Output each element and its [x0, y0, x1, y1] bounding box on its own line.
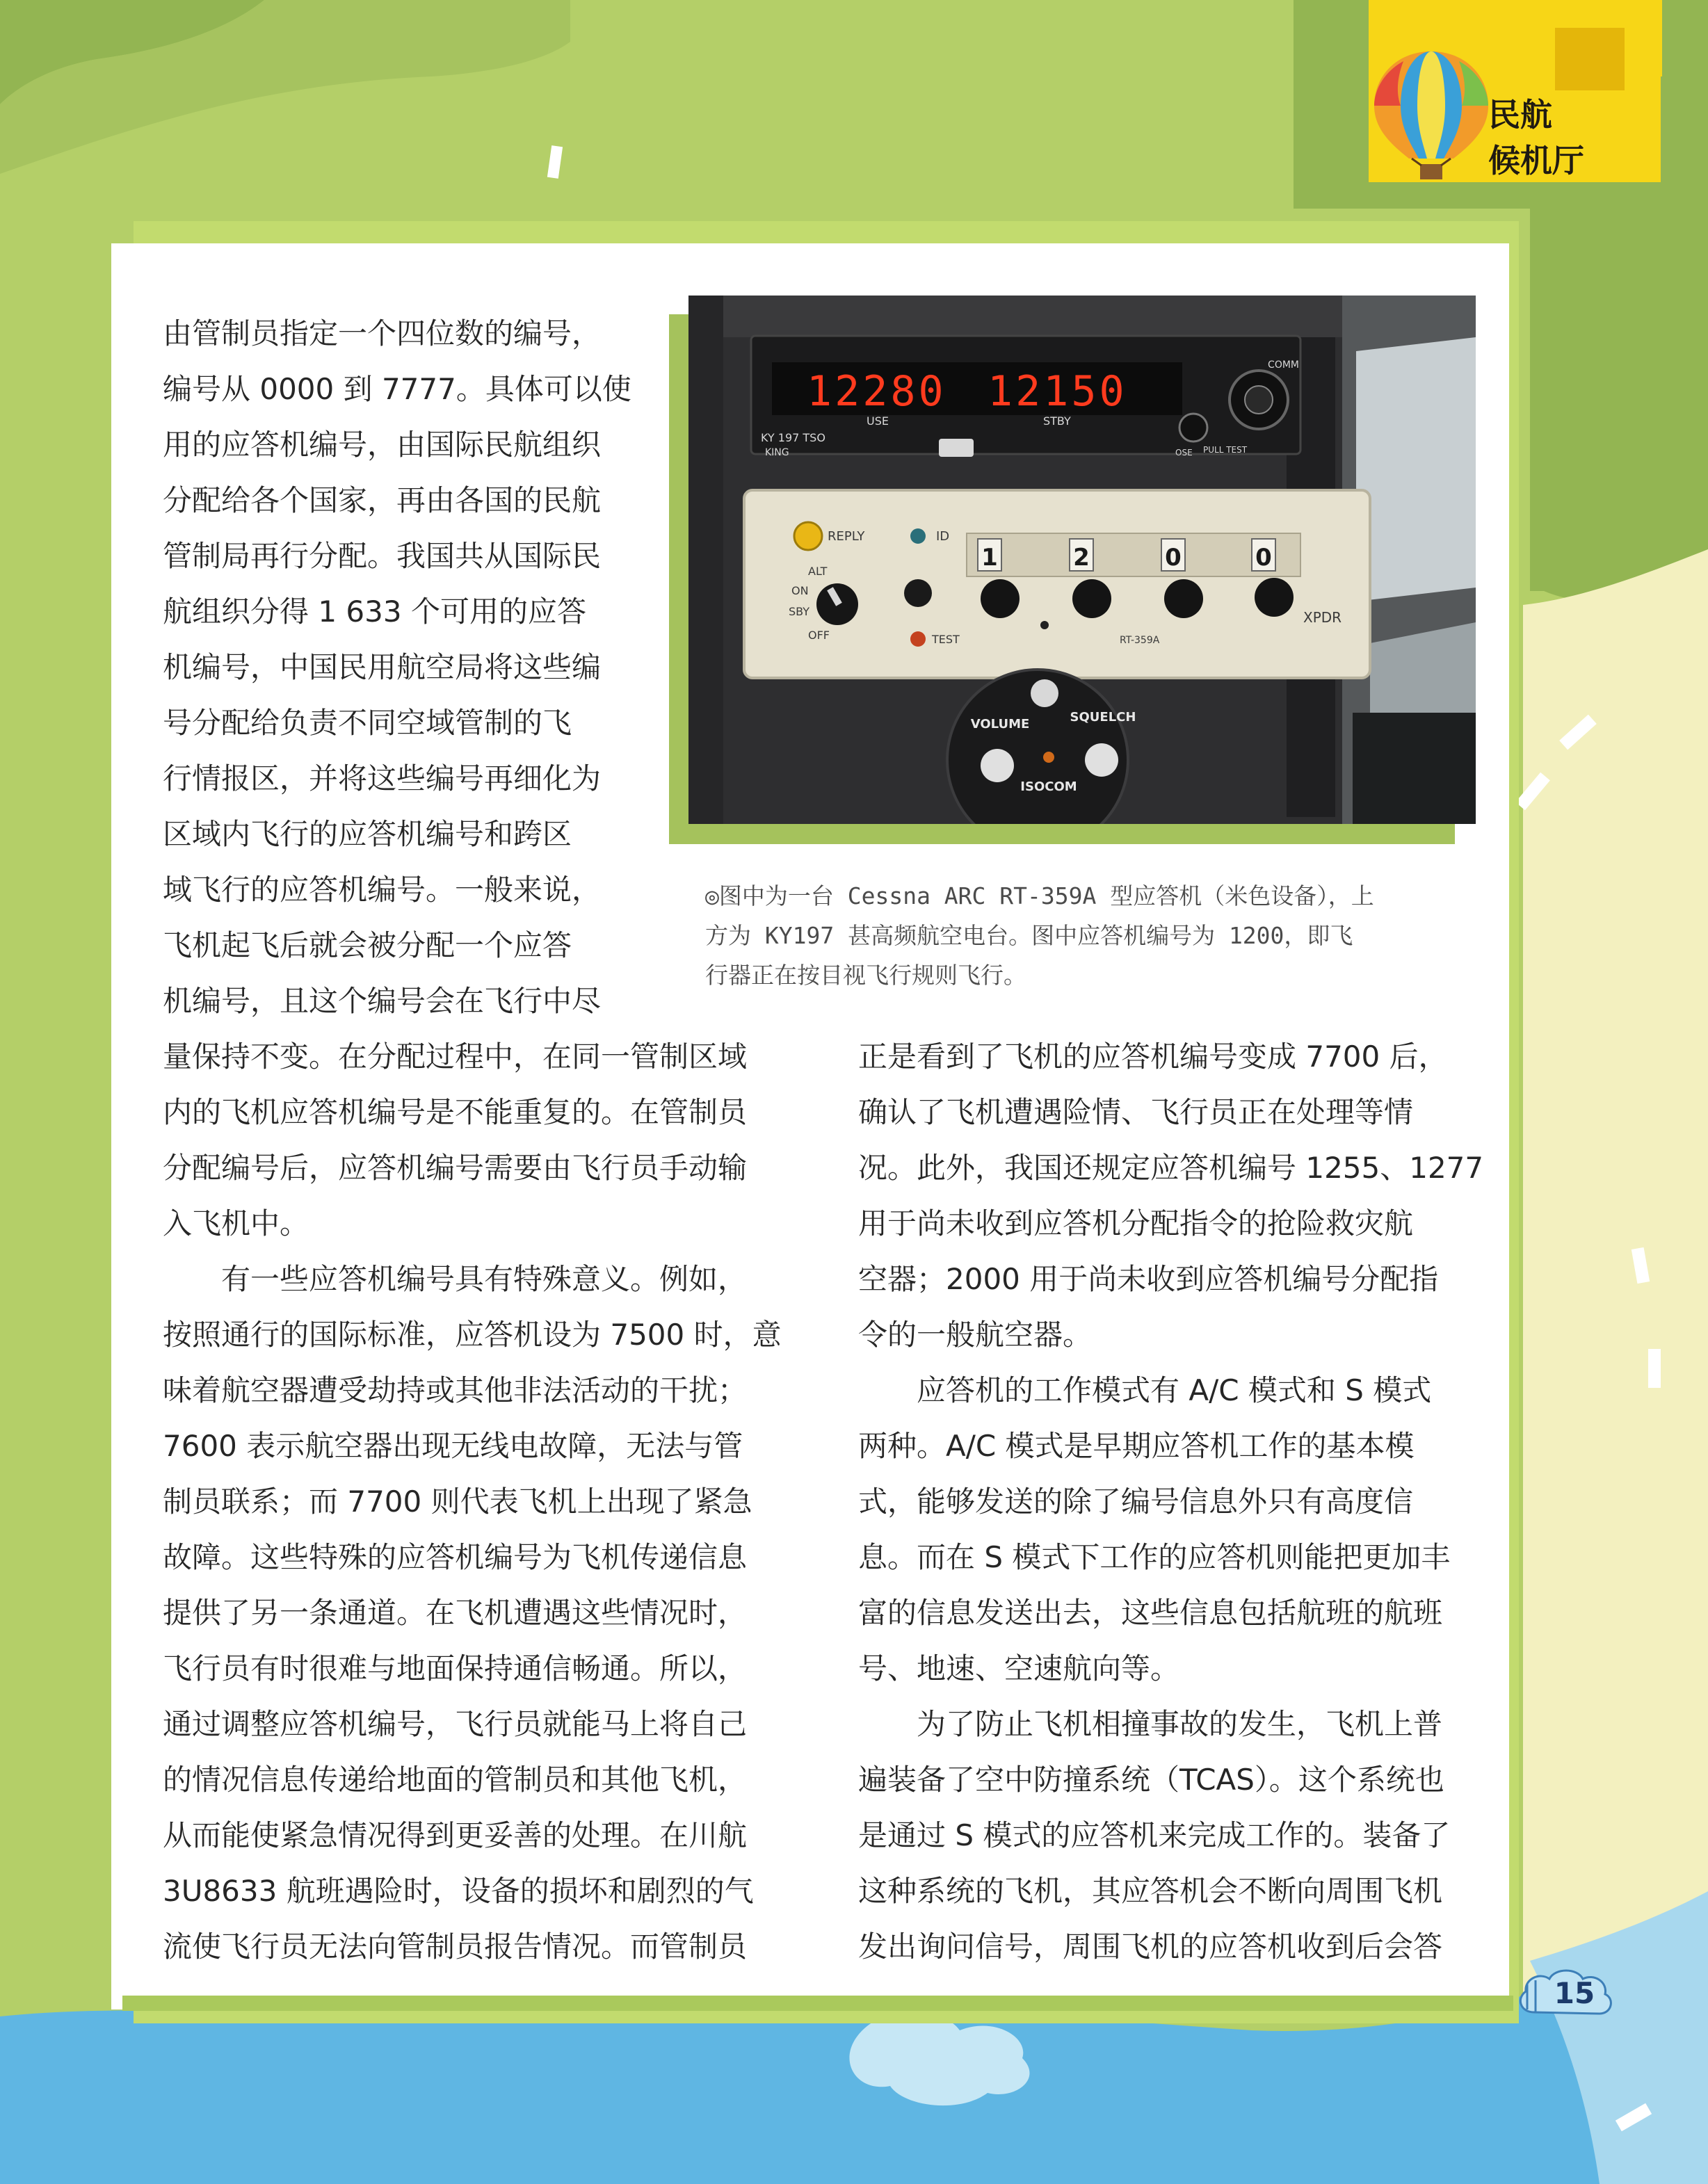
text-line: 入飞机中。 [163, 1206, 309, 1240]
photo-caption [705, 876, 1456, 995]
text-line: 量保持不变。在分配过程中，在同一管制区域 [163, 1040, 748, 1074]
text-line: 况。此外，我国还规定应答机编号 1255、1277 [858, 1151, 1484, 1185]
xpdr-digit: 2 [1073, 544, 1090, 572]
transponder-photo [688, 296, 1476, 824]
text-line: 内的飞机应答机编号是不能重复的。在管制员 [163, 1095, 748, 1129]
radio-pull-test-knob [1179, 414, 1207, 442]
isocom-logo [1031, 679, 1058, 707]
xpdr-digit: 0 [1165, 544, 1182, 572]
xpdr-off-label: OFF [808, 629, 830, 642]
text-line: 为了防止飞机相撞事故的发生，飞机上普 [858, 1707, 1443, 1741]
isocom-squelch-knob [1085, 743, 1118, 777]
radio-switch [939, 439, 974, 457]
radio-use-freq: 12280 [807, 367, 946, 416]
text-line: 7600 表示航空器出现无线电故障，无法与管 [163, 1429, 743, 1463]
transponder-unit [744, 490, 1370, 678]
text-line: 制员联系；而 7700 则代表飞机上出现了紧急 [163, 1485, 752, 1519]
xpdr-id-light [910, 528, 926, 544]
caption-line: 行器正在按目视飞行规则飞行。 [705, 962, 1026, 989]
xpdr-test-light [910, 631, 926, 647]
xpdr-code-knob [981, 579, 1020, 618]
text-line: 分配编号后，应答机编号需要由飞行员手动输 [163, 1151, 748, 1185]
section-label [1488, 92, 1641, 184]
caption-line: ◎图中为一台 Cessna ARC RT-359A 型应答机（米色设备），上 [705, 882, 1374, 909]
text-line: 正是看到了飞机的应答机编号变成 7700 后， [858, 1040, 1448, 1074]
text-line: 息。而在 S 模式下工作的应答机则能把更加丰 [858, 1540, 1451, 1574]
badge-bar [1530, 0, 1555, 76]
text-line: 号、地速、空速航向等。 [858, 1651, 1180, 1685]
isocom-volume-knob [981, 749, 1014, 782]
text-line: 应答机的工作模式有 A/C 模式和 S 模式 [858, 1373, 1432, 1407]
text-line: 富的信息发送出去，这些信息包括航班的航班 [858, 1596, 1443, 1630]
text-line: 区域内飞行的应答机编号和跨区 [163, 817, 572, 851]
xpdr-digit: 1 [981, 544, 998, 572]
text-line: 用的应答机编号，由国际民航组织 [163, 428, 602, 462]
xpdr-digit: 0 [1255, 544, 1272, 572]
text-line: 空器；2000 用于尚未收到应答机编号分配指 [858, 1262, 1439, 1296]
isocom-name-label: ISOCOM [1020, 779, 1077, 794]
text-line: 域飞行的应答机编号。一般来说， [163, 873, 602, 907]
text-line: 令的一般航空器。 [858, 1318, 1093, 1352]
xpdr-sby-label: SBY [789, 605, 810, 618]
xpdr-reply-light [794, 522, 822, 550]
xpdr-id-label: ID [936, 529, 950, 544]
text-line: 按照通行的国际标准，应答机设为 7500 时，意 [163, 1318, 782, 1352]
text-line: 由管制员指定一个四位数的编号， [163, 316, 602, 350]
isocom-volume-label: VOLUME [970, 717, 1030, 731]
hot-air-balloon-icon [1369, 46, 1494, 185]
radio-pull-test-label: PULL TEST [1203, 445, 1248, 455]
road-dash [1648, 1349, 1661, 1388]
text-line: 航组织分得 1 633 个可用的应答 [163, 594, 586, 629]
text-line: 是通过 S 模式的应答机来完成工作的。装备了 [858, 1818, 1451, 1852]
radio-brand: KING [765, 447, 789, 458]
text-line: 飞行员有时很难与地面保持通信畅通。所以， [163, 1651, 748, 1685]
xpdr-on-label: ON [791, 584, 809, 597]
text-line: 发出询问信号，周围飞机的应答机收到后会答 [858, 1930, 1443, 1964]
section-badge [1369, 0, 1708, 188]
text-line: 编号从 0000 到 7777。具体可以使 [163, 372, 631, 406]
radio-stby-label: STBY [1043, 414, 1071, 428]
radio-ose-label: OSE [1175, 448, 1193, 458]
radio-stby-freq: 12150 [988, 367, 1127, 416]
text-line: 管制局再行分配。我国共从国际民 [163, 539, 602, 573]
text-line: 有一些应答机编号具有特殊意义。例如， [163, 1262, 748, 1296]
badge-notch [1555, 28, 1625, 90]
isocom-light [1043, 752, 1054, 763]
xpdr-name-label: XPDR [1303, 609, 1342, 626]
text-line: 两种。A/C 模式是早期应答机工作的基本模 [858, 1429, 1415, 1463]
column-1-bottom [163, 1029, 809, 1975]
page-number: 15 [1554, 1976, 1595, 2010]
xpdr-test-label: TEST [932, 633, 960, 646]
card-bottom-border [122, 1996, 1513, 2011]
xpdr-code-knob [1164, 579, 1203, 618]
text-line: 通过调整应答机编号，飞行员就能马上将自己 [163, 1707, 748, 1741]
text-line: 机编号，且这个编号会在飞行中尽 [163, 984, 602, 1018]
text-line: 3U8633 航班遇险时，设备的损坏和剧烈的气 [163, 1874, 754, 1908]
xpdr-reply-label: REPLY [828, 529, 865, 544]
xpdr-model-label: RT-359A [1120, 635, 1160, 646]
text-line: 式，能够发送的除了编号信息外只有高度信 [858, 1485, 1414, 1519]
badge-bar [1637, 0, 1662, 76]
xpdr-screw [1040, 621, 1049, 629]
text-line: 遍装备了空中防撞系统（TCAS）。这个系统也 [858, 1763, 1444, 1797]
text-line: 机编号，中国民用航空局将这些编 [163, 650, 602, 684]
text-line: 号分配给负责不同空域管制的飞 [163, 706, 572, 740]
text-line: 味着航空器遭受劫持或其他非法活动的干扰； [163, 1373, 748, 1407]
text-line: 的情况信息传递给地面的管制员和其他飞机， [163, 1763, 748, 1797]
text-line: 行情报区，并将这些编号再细化为 [163, 761, 602, 795]
text-line: 故障。这些特殊的应答机编号为飞机传递信息 [163, 1540, 748, 1574]
radio-unit [751, 336, 1300, 458]
text-line: 分配给各个国家，再由各国的民航 [163, 483, 602, 517]
section-label-line1: 民航 [1488, 96, 1552, 134]
column-1-top [163, 306, 643, 1029]
caption-line: 方为 KY197 甚高频航空电台。图中应答机编号为 1200，即飞 [705, 922, 1353, 949]
section-label-line2: 候机厅 [1488, 142, 1584, 179]
text-line: 这种系统的飞机，其应答机会不断向周围飞机 [858, 1874, 1443, 1908]
text-line: 用于尚未收到应答机分配指令的抢险救灾航 [858, 1206, 1414, 1240]
text-line: 飞机起飞后就会被分配一个应答 [163, 928, 572, 962]
xpdr-alt-label: ALT [808, 565, 828, 578]
text-line: 确认了飞机遭遇险情、飞行员正在处理等情 [858, 1095, 1414, 1129]
radio-model: KY 197 TSO [761, 431, 825, 444]
xpdr-code-knob [1255, 578, 1294, 617]
text-line: 流使飞行员无法向管制员报告情况。而管制员 [163, 1930, 748, 1964]
text-line: 从而能使紧急情况得到更妥善的处理。在川航 [163, 1818, 748, 1852]
radio-use-label: USE [867, 414, 889, 428]
xpdr-code-knob [1072, 579, 1111, 618]
column-2 [858, 1029, 1498, 1975]
radio-comm-label: COMM [1268, 359, 1299, 371]
isocom-squelch-label: SQUELCH [1070, 710, 1136, 725]
text-line: 提供了另一条通道。在飞机遭遇这些情况时， [163, 1596, 748, 1630]
xpdr-ident-button [904, 579, 932, 607]
